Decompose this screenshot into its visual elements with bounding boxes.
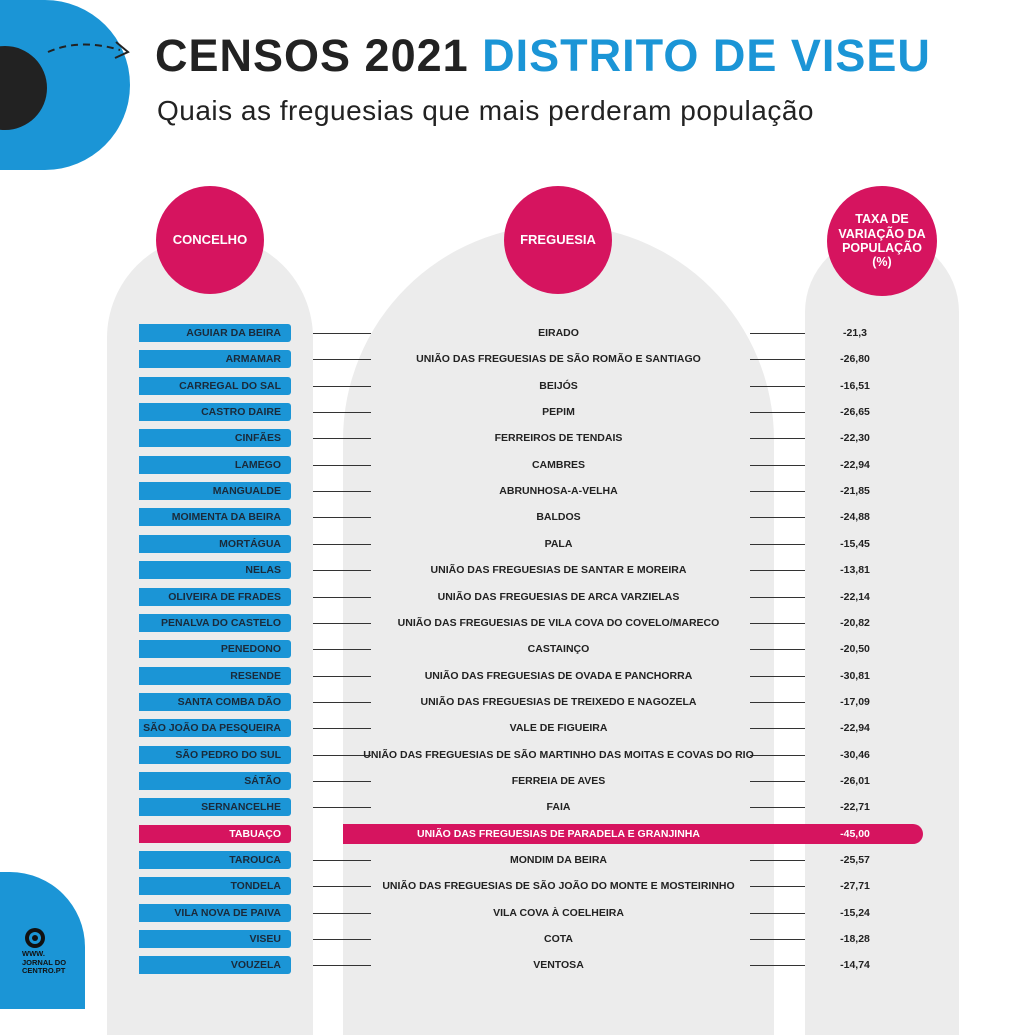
taxa-value: -22,94 [840, 722, 870, 735]
table-row [0, 929, 1024, 949]
concelho-label: LAMEGO [139, 456, 291, 474]
table-row [0, 666, 1024, 686]
concelho-label: NELAS [139, 561, 291, 579]
concelho-label: VISEU [139, 930, 291, 948]
concelho-label: MANGUALDE [139, 482, 291, 500]
title-part2: DISTRITO DE VISEU [482, 30, 931, 81]
taxa-value: -17,09 [840, 695, 870, 708]
concelho-label: CASTRO DAIRE [139, 403, 291, 421]
freguesia-label: FAIA [546, 801, 571, 814]
freguesia-label: UNIÃO DAS FREGUESIAS DE SANTAR E MOREIRA [430, 564, 687, 577]
freguesia-label: BALDOS [536, 511, 581, 524]
taxa-value: -25,57 [840, 854, 870, 866]
concelho-label: VILA NOVA DE PAIVA [139, 904, 291, 922]
table-row [0, 692, 1024, 712]
freguesia-label: UNIÃO DAS FREGUESIAS DE ARCA VARZIELAS [437, 590, 680, 603]
freguesia-label: PEPIM [542, 406, 575, 419]
header-taxa: TAXA DE VARIAÇÃO DA POPULAÇÃO (%) [827, 186, 937, 296]
taxa-value: -45,00 [840, 827, 870, 840]
taxa-value: -15,45 [840, 537, 870, 550]
table-row [0, 455, 1024, 475]
table-row [0, 323, 1024, 343]
taxa-value: -24,88 [840, 511, 870, 524]
table-row [0, 349, 1024, 369]
taxa-value: -13,81 [840, 564, 870, 577]
freguesia-label: UNIÃO DAS FREGUESIAS DE SÃO JOÃO DO MONTE E MOSTEIRINHO [382, 880, 735, 893]
concelho-label: SÁTÃO [139, 772, 291, 790]
concelho-label: CARREGAL DO SAL [139, 377, 291, 395]
freguesia-label: UNIÃO DAS FREGUESIAS DE OVADA E PANCHORRA [424, 669, 693, 682]
concelho-label: TAROUCA [139, 851, 291, 869]
table-row [0, 402, 1024, 422]
corner-decoration [0, 0, 160, 175]
concelho-label: AGUIAR DA BEIRA [139, 324, 291, 342]
table-row [0, 613, 1024, 633]
table-row [0, 824, 1024, 844]
freguesia-label: MONDIM DA BEIRA [509, 854, 608, 866]
title-part1: CENSOS 2021 [155, 30, 469, 81]
taxa-value: -26,01 [840, 774, 870, 787]
taxa-value: -27,71 [840, 880, 870, 893]
table-row [0, 428, 1024, 448]
taxa-value: -16,51 [840, 379, 870, 392]
table-row [0, 903, 1024, 923]
concelho-label: TONDELA [139, 877, 291, 895]
freguesia-label: FERREIA DE AVES [511, 774, 606, 787]
concelho-label: VOUZELA [139, 956, 291, 974]
table-row [0, 955, 1024, 975]
table-row [0, 771, 1024, 791]
table-row [0, 534, 1024, 554]
table-row [0, 376, 1024, 396]
freguesia-label: ABRUNHOSA-A-VELHA [499, 485, 618, 498]
freguesia-label: VENTOSA [533, 959, 584, 972]
taxa-value: -22,94 [840, 458, 870, 471]
taxa-value: -18,28 [840, 933, 870, 946]
taxa-value: -14,74 [840, 959, 870, 972]
taxa-value: -22,71 [840, 801, 870, 814]
page-subtitle: Quais as freguesias que mais perderam população [157, 95, 814, 126]
page-title [155, 30, 931, 82]
freguesia-label: CAMBRES [531, 458, 586, 471]
table-row [0, 797, 1024, 817]
concelho-label: ARMAMAR [139, 350, 291, 368]
table-row [0, 745, 1024, 765]
header-freguesia: FREGUESIA [504, 186, 612, 294]
taxa-value: -26,65 [840, 406, 870, 419]
concelho-label: RESENDE [139, 667, 291, 685]
table-row [0, 639, 1024, 659]
freguesia-label: EIRADO [538, 327, 579, 339]
freguesia-label: UNIÃO DAS FREGUESIAS DE TREIXEDO E NAGOZELA [420, 695, 697, 708]
concelho-label: MORTÁGUA [139, 535, 291, 553]
freguesia-label: UNIÃO DAS FREGUESIAS DE SÃO ROMÃO E SANTIAGO [416, 353, 701, 366]
table-row [0, 850, 1024, 870]
table-row [0, 876, 1024, 896]
table-row [0, 718, 1024, 738]
freguesia-label: UNIÃO DAS FREGUESIAS DE PARADELA E GRANJINHA [417, 827, 700, 840]
logo-text: WWW. JORNAL DO CENTRO.PT [22, 949, 67, 976]
taxa-value: -21,3 [843, 327, 867, 339]
table-row [0, 481, 1024, 501]
freguesia-label: COTA [544, 933, 573, 946]
taxa-value: -20,50 [840, 643, 870, 656]
table-row [0, 560, 1024, 580]
freguesia-label: VILA COVA À COELHEIRA [493, 906, 624, 919]
taxa-value: -22,14 [840, 590, 870, 603]
table-row [0, 587, 1024, 607]
taxa-value: -15,24 [840, 906, 870, 919]
freguesia-label: FERREIROS DE TENDAIS [494, 432, 623, 445]
concelho-label: SÃO JOÃO DA PESQUEIRA [139, 719, 291, 737]
concelho-label: CINFÃES [139, 429, 291, 447]
concelho-label: PENALVA DO CASTELO [139, 614, 291, 632]
taxa-value: -26,80 [840, 353, 870, 366]
freguesia-label: UNIÃO DAS FREGUESIAS DE SÃO MARTINHO DAS MOITAS E COVAS DO RIO [363, 748, 754, 761]
header-concelho: CONCELHO [156, 186, 264, 294]
freguesia-label: PALA [544, 537, 573, 550]
table-row [0, 507, 1024, 527]
concelho-label: OLIVEIRA DE FRADES [139, 588, 291, 606]
taxa-value: -22,30 [840, 432, 870, 445]
taxa-value: -21,85 [840, 485, 870, 498]
taxa-value: -30,81 [840, 669, 870, 682]
freguesia-label: CASTAINÇO [527, 643, 590, 656]
taxa-value: -30,46 [840, 748, 870, 761]
concelho-label: SÃO PEDRO DO SUL [139, 746, 291, 764]
freguesia-label: VALE DE FIGUEIRA [509, 722, 608, 735]
concelho-label: MOIMENTA DA BEIRA [139, 508, 291, 526]
taxa-value: -20,82 [840, 616, 870, 629]
concelho-label: PENEDONO [139, 640, 291, 658]
concelho-label: TABUAÇO [139, 825, 291, 843]
freguesia-label: UNIÃO DAS FREGUESIAS DE VILA COVA DO COVELO/MARECO [397, 616, 720, 629]
freguesia-label: BEIJÓS [539, 379, 578, 392]
concelho-label: SERNANCELHE [139, 798, 291, 816]
concelho-label: SANTA COMBA DÃO [139, 693, 291, 711]
